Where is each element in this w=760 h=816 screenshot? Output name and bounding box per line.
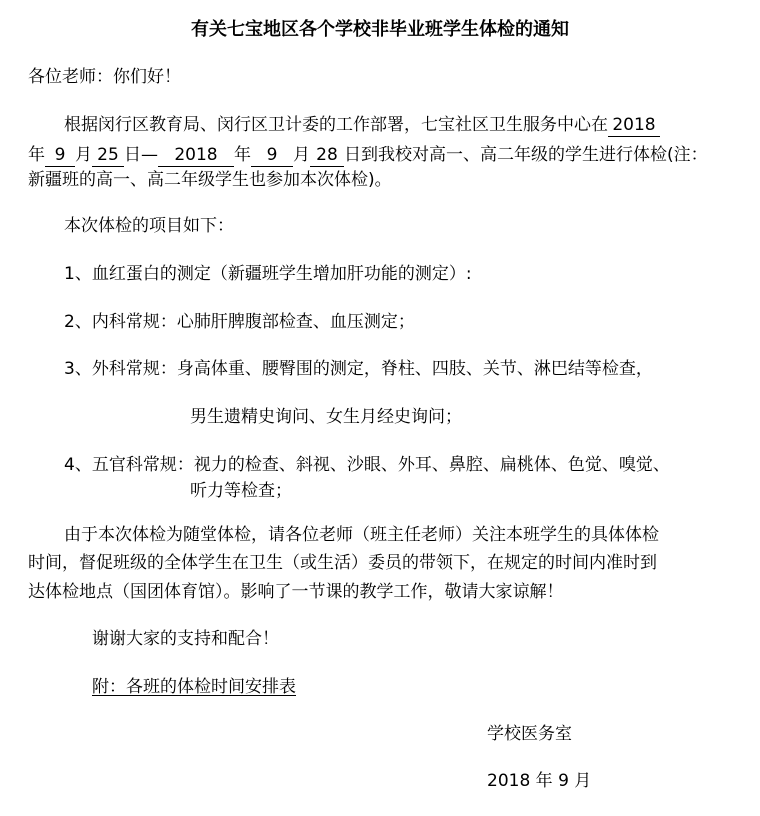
item-3-continuation: 男生遗精史询问、女生月经史询问；: [190, 407, 462, 427]
sign-date: 2018 年 9 月: [487, 771, 592, 791]
item-number: 1、: [64, 264, 92, 284]
item-number: 3、: [64, 359, 92, 379]
greeting: 各位老师：你们好！: [28, 67, 181, 87]
start-day: 25: [92, 145, 124, 167]
start-year: 2018: [608, 115, 660, 137]
items-intro: 本次体检的项目如下：: [64, 216, 234, 236]
notice-line-1: 由于本次体检为随堂体检，请各位老师（班主任老师）关注本班学生的具体体检: [64, 525, 659, 545]
start-month: 9: [45, 145, 75, 167]
item-number: 2、: [64, 312, 92, 332]
intro-text: 根据闵行区教育局、闵行区卫计委的工作部署，七宝社区卫生服务中心在: [64, 115, 608, 135]
intro-line-2: [28, 143, 708, 167]
item-4-continuation: 听力等检查；: [190, 481, 292, 501]
intro-line-3: 新疆班的高一、高二年级学生也参加本次体检)。: [28, 170, 392, 190]
item-1: [64, 262, 472, 286]
end-year: 2018: [158, 145, 234, 167]
day-dash: 日—: [124, 145, 158, 165]
item-text: 内科常规：心肺肝脾腹部检查、血压测定；: [91, 312, 415, 332]
item-number: 4、: [64, 455, 92, 475]
notice-line-2: 时间，督促班级的全体学生在卫生（或生活）委员的带领下，在规定的时间内准时到: [28, 553, 657, 573]
item-text: 外科常规：身高体重、腰臀围的测定，脊柱、四肢、关节、淋巴结等检查，: [91, 359, 653, 379]
month-char: 月: [75, 145, 92, 165]
notice-line-3: 达体检地点（国团体育馆）。影响了一节课的教学工作，敬请大家谅解！: [28, 582, 564, 602]
item-3: [64, 357, 653, 381]
year-char-2: 年: [234, 145, 251, 165]
item-text: 五官科常规：视力的检查、斜视、沙眼、外耳、鼻腔、扁桃体、色觉、嗅觉、: [91, 455, 670, 475]
month-char-2: 月: [293, 145, 310, 165]
intro-line-1: [64, 113, 660, 137]
signature: 学校医务室: [487, 724, 572, 744]
end-day: 28: [310, 145, 344, 167]
attachment-link[interactable]: 附：各班的体检时间安排表: [92, 677, 296, 697]
item-text: 血红蛋白的测定（新疆班学生增加肝功能的测定）:: [91, 264, 472, 284]
item-2: [64, 310, 415, 334]
end-month: 9: [251, 145, 293, 167]
year-char: 年: [28, 145, 45, 165]
document-title: 有关七宝地区各个学校非毕业班学生体检的通知: [191, 19, 569, 40]
thanks-line: 谢谢大家的支持和配合！: [92, 629, 279, 649]
item-4: [64, 453, 670, 477]
intro-after-dates: 日到我校对高一、高二年级的学生进行体检(注：: [344, 145, 708, 165]
